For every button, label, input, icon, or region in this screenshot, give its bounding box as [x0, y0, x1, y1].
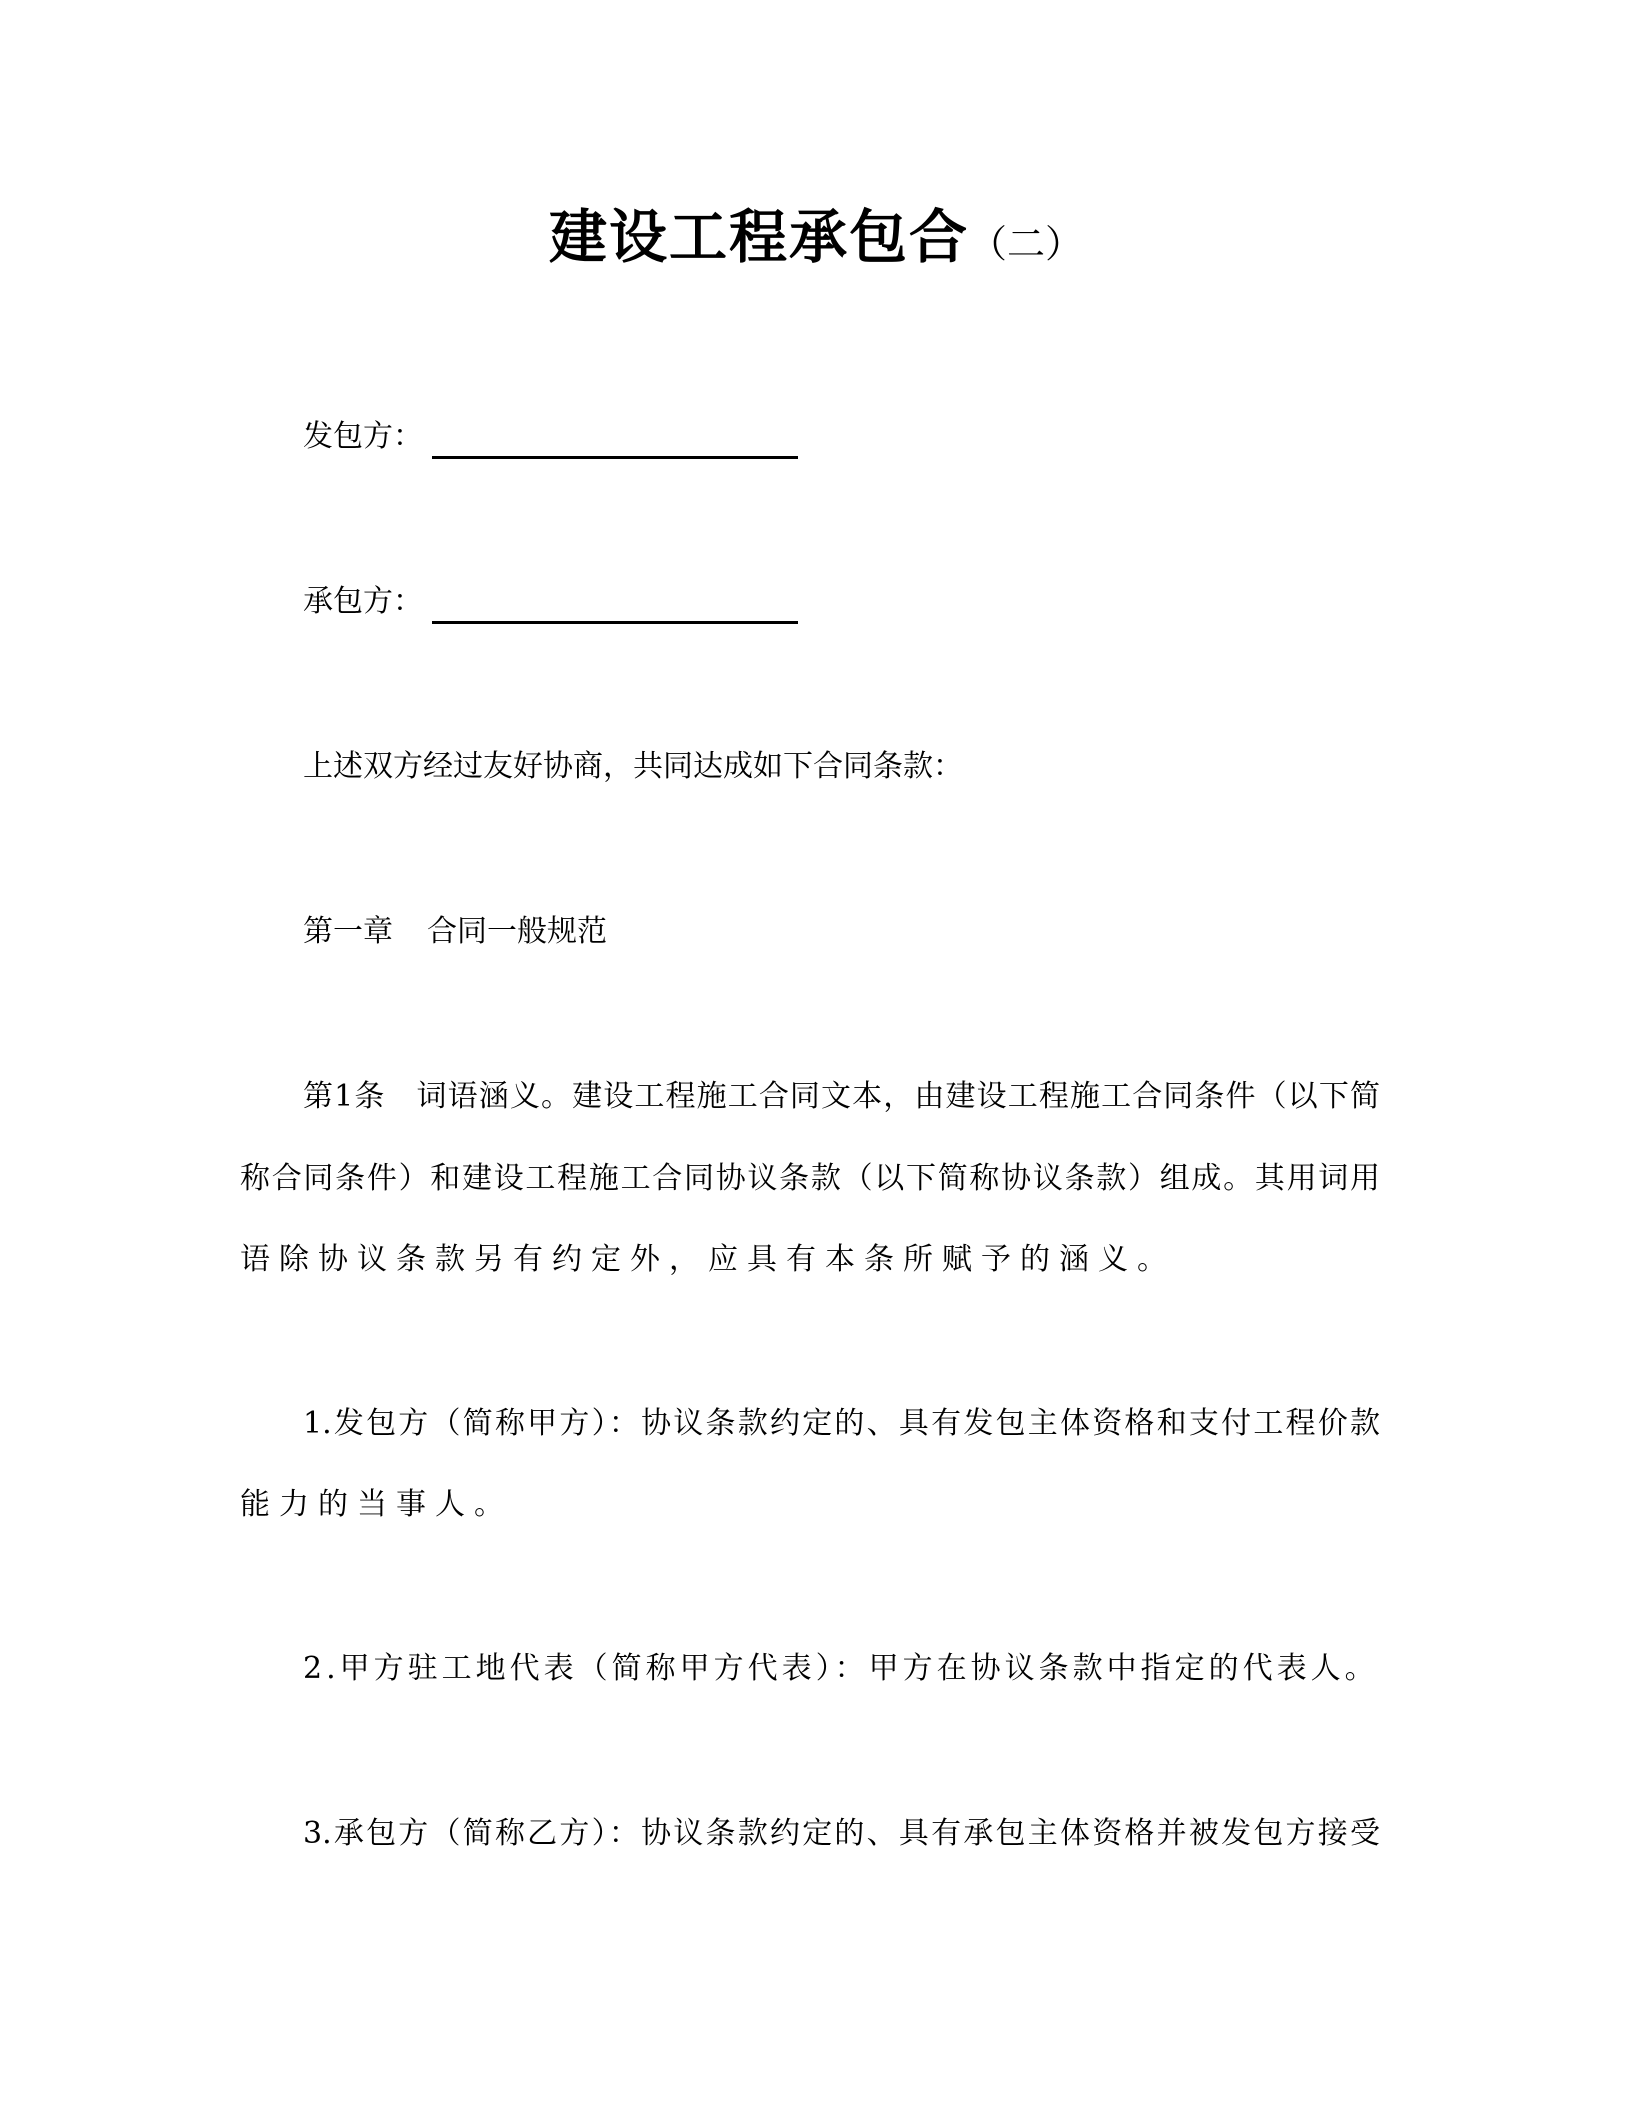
chapter-title: 合同一般规范	[427, 914, 607, 949]
article-1-number: 第1条	[303, 1079, 386, 1114]
definition-1-line-1: 1.发包方（简称甲方）：协议条款约定的、具有发包主体资格和支付工程价款	[303, 1406, 1380, 1441]
definition-3-line-1: 3.承包方（简称乙方）：协议条款约定的、具有承包主体资格并被发包方接受	[303, 1816, 1380, 1851]
article-1-line-1	[303, 1077, 1380, 1117]
article-1-line-3: 语除协议条款另有约定外，应具有本条所赋予的涵义。	[240, 1242, 1176, 1277]
party-b-field	[303, 582, 423, 622]
party-b-label: 承包方：	[303, 584, 423, 619]
party-b-blank-line[interactable]	[432, 621, 798, 624]
article-1-line-2: 称合同条件）和建设工程施工合同协议条款（以下简称协议条款）组成。其用词用	[240, 1161, 1380, 1196]
definition-1-line-2: 能力的当事人。	[240, 1487, 513, 1522]
party-a-label: 发包方：	[303, 419, 423, 454]
chapter-number: 第一章	[303, 914, 393, 949]
definition-2-line-1: 2.甲方驻工地代表（简称甲方代表）：甲方在协议条款中指定的代表人。	[303, 1651, 1379, 1686]
title-subtitle: （二）	[969, 222, 1084, 266]
chapter-heading	[303, 912, 607, 952]
party-a-field	[303, 417, 423, 457]
party-a-blank-line[interactable]	[432, 456, 798, 459]
document-title	[0, 190, 1632, 274]
title-main: 建设工程承包合	[548, 203, 969, 271]
article-1-text-1: 词语涵义。建设工程施工合同文本，由建设工程施工合同条件（以下简	[415, 1079, 1380, 1114]
intro-paragraph: 上述双方经过友好协商，共同达成如下合同条款：	[303, 749, 963, 784]
